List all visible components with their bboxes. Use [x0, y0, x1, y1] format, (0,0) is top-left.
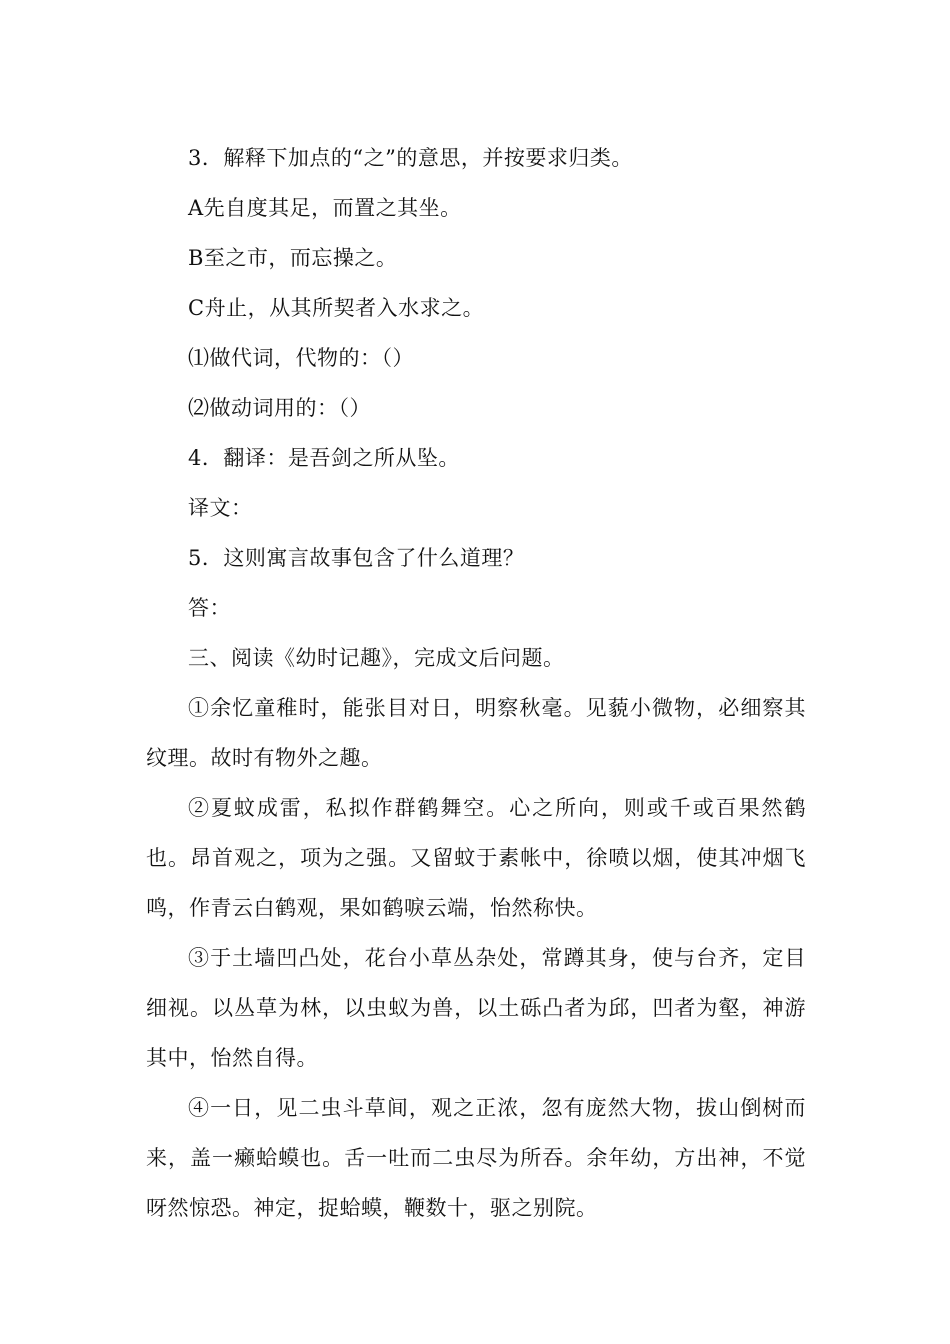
passage-paragraph-3: ③于土墙凹凸处，花台小草丛杂处，常蹲其身，使与台齐，定目细视。以丛草为林，以虫蚁为兽，以土砾凸者为邱，凹者为壑，神游其中，怡然自得。: [146, 946, 806, 1070]
question-3: 3．解释下加点的“之”的意思，并按要求归类。: [188, 146, 633, 170]
passage-paragraph-4: ④一日，见二虫斗草间，观之正浓，忽有庞然大物，拔山倒树而来，盖一癞蛤蟆也。舌一吐而二虫尽为所吞。余年幼，方出神，不觉呀然惊恐。神定，捉蛤蟆，鞭数十，驱之别院。: [146, 1096, 806, 1220]
option-c: C舟止，从其所契者入水求之。: [188, 296, 485, 320]
sub-question-1: ⑴做代词，代物的：（）: [188, 346, 414, 370]
question-4: 4．翻译：是吾剑之所从坠。: [188, 446, 460, 470]
section-3-heading: 三、阅读《幼时记趣》，完成文后问题。: [188, 646, 565, 670]
document-body: [146, 133, 806, 1233]
translation-label: 译文：: [188, 496, 253, 520]
question-5: 5．这则寓言故事包含了什么道理？: [188, 546, 525, 570]
sub-question-2: ⑵做动词用的：（）: [188, 396, 371, 420]
option-a: A先自度其足，而置之其坐。: [188, 196, 462, 220]
option-b: B至之市，而忘操之。: [188, 246, 398, 270]
passage-paragraph-2: ②夏蚊成雷，私拟作群鹤舞空。心之所向，则或千或百果然鹤也。昂首观之，项为之强。又留蚊于素帐中，徐喷以烟，使其冲烟飞鸣，作青云白鹤观，果如鹤唳云端，怡然称快。: [146, 796, 806, 920]
passage-paragraph-1: ①余忆童稚时，能张目对日，明察秋毫。见藐小微物，必细察其纹理。故时有物外之趣。: [146, 696, 806, 770]
answer-label: 答：: [188, 596, 231, 620]
